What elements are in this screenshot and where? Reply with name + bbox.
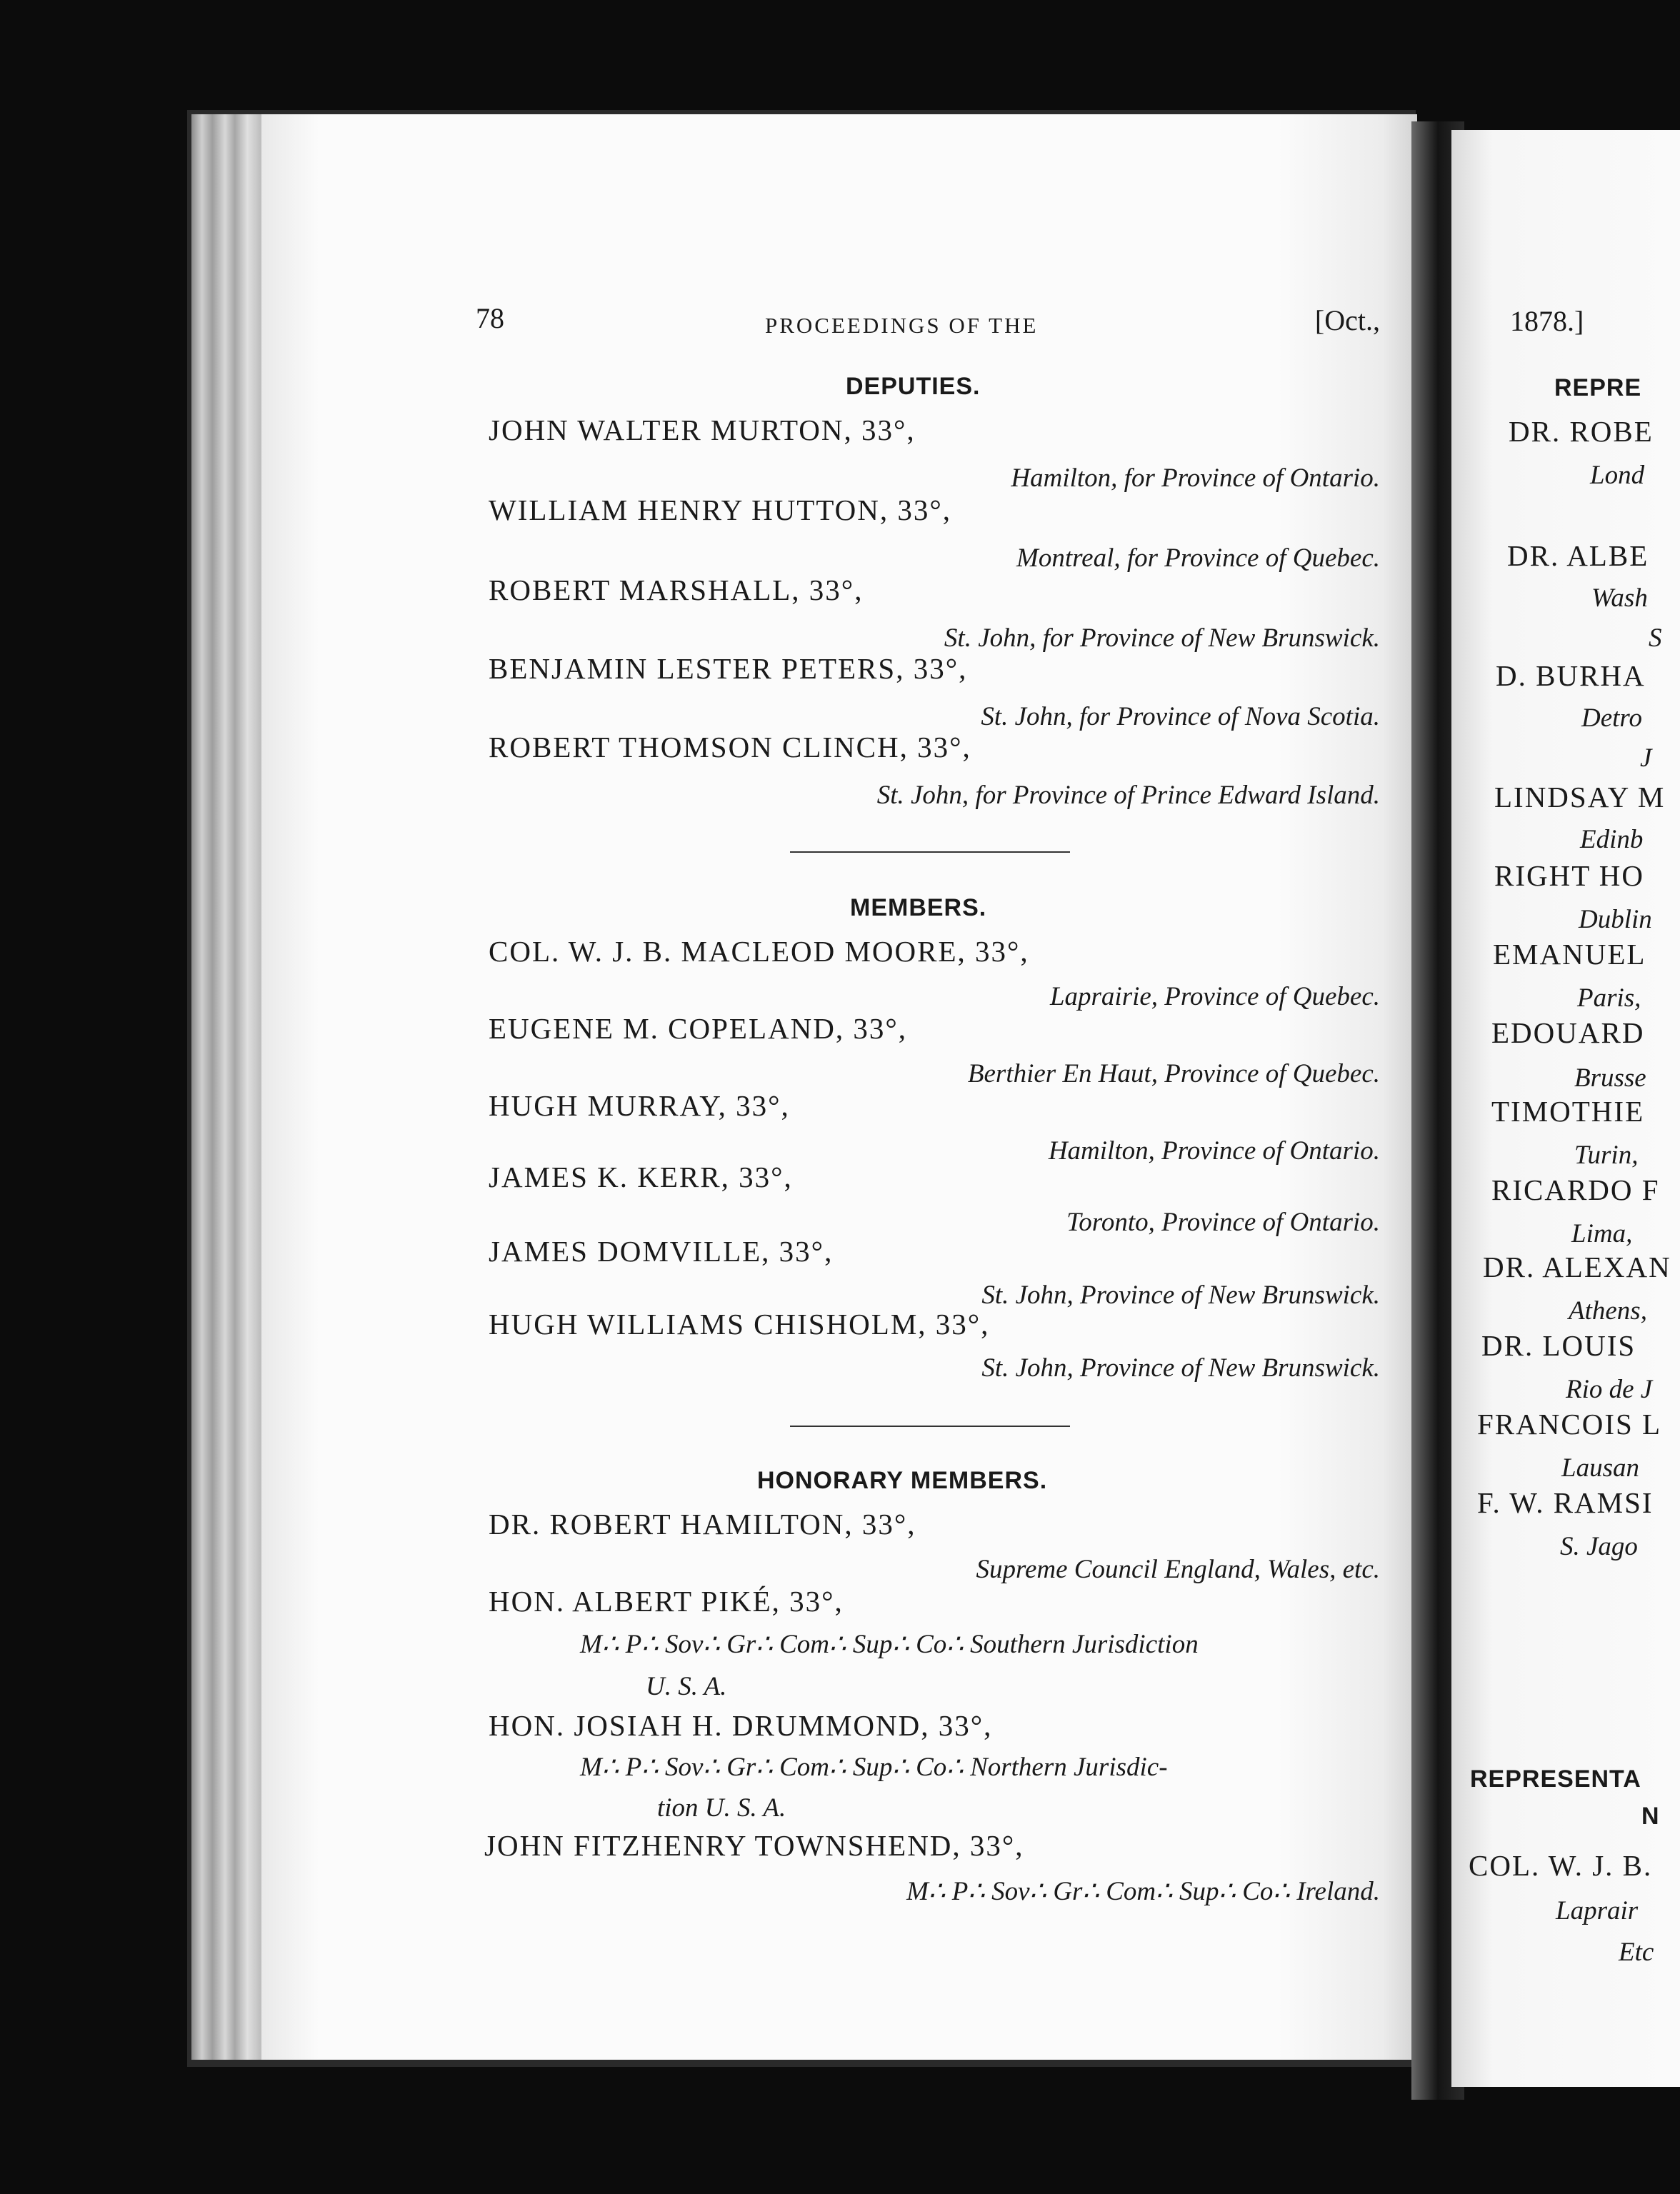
deputy-place: Hamilton, for Province of Ontario. [1011,464,1380,493]
facing-name: RICARDO F [1491,1173,1660,1206]
facing-year: 1878.] [1510,305,1584,337]
facing-place: Detro [1581,703,1642,733]
member-place: Berthier En Haut, Province of Quebec. [967,1059,1380,1088]
facing-place: J [1640,743,1652,773]
facing-name: F. W. RAMSI [1477,1486,1654,1519]
facing-place: Wash [1591,583,1648,613]
facing-place: Brusse [1574,1063,1646,1093]
facing-name: DR. ROBE [1509,415,1654,448]
facing-name: LINDSAY M [1494,781,1666,813]
deputy-name: JOHN WALTER MURTON, 33°, [489,414,916,446]
page-edges [191,114,261,2060]
facing-name: COL. W. J. B. [1469,1849,1653,1882]
facing-place: Athens, [1569,1296,1647,1326]
facing-place: Turin, [1574,1141,1639,1170]
left-page [261,114,1417,2060]
deputy-place: St. John, for Province of Nova Scotia. [981,702,1380,731]
facing-place: Edinb [1580,825,1644,854]
honorary-name: JOHN FITZHENRY TOWNSHEND, 33°, [484,1829,1024,1862]
facing-place: S. Jago [1560,1532,1638,1561]
member-place: St. John, Province of New Brunswick. [981,1353,1380,1383]
member-place: Toronto, Province of Ontario. [1066,1208,1380,1237]
facing-name: TIMOTHIE [1491,1095,1645,1128]
member-name: JAMES DOMVILLE, 33°, [489,1235,834,1268]
deputy-place: St. John, for Province of Prince Edward Island. [876,781,1380,810]
facing-place: Paris, [1577,983,1641,1013]
honorary-name: DR. ROBERT HAMILTON, 33°, [489,1508,916,1541]
member-name: EUGENE M. COPELAND, 33°, [489,1012,907,1045]
member-name: HUGH WILLIAMS CHISHOLM, 33°, [489,1308,990,1341]
deputy-name: ROBERT MARSHALL, 33°, [489,573,864,606]
honorary-name: HON. ALBERT PIKÉ, 33°, [489,1585,844,1618]
facing-heading: N [1641,1803,1660,1830]
member-place: Laprairie, Province of Quebec. [1049,982,1380,1011]
section-divider [790,851,1070,853]
member-name: COL. W. J. B. MACLEOD MOORE, 33°, [489,935,1029,968]
facing-heading: REPRE [1554,374,1642,401]
honorary-title: tion U. S. A. [657,1793,786,1823]
deputy-name: BENJAMIN LESTER PETERS, 33°, [489,652,968,685]
facing-place: Rio de J [1566,1375,1653,1404]
facing-name: EDOUARD [1491,1016,1645,1049]
honorary-title: M∴ P∴ Sov∴ Gr∴ Com∴ Sup∴ Co∴ Ireland. [906,1877,1380,1906]
facing-name: RIGHT HO [1494,859,1644,892]
member-place: St. John, Province of New Brunswick. [981,1281,1380,1310]
deputy-name: WILLIAM HENRY HUTTON, 33°, [489,494,952,526]
section-divider [790,1426,1070,1427]
page-number: 78 [476,302,504,334]
facing-place: Lima, [1571,1219,1633,1248]
member-place: Hamilton, Province of Ontario. [1048,1136,1380,1166]
honorary-title: U. S. A. [646,1672,727,1701]
facing-page [1451,130,1680,2087]
honorary-place: Supreme Council England, Wales, etc. [976,1555,1380,1584]
deputy-place: Montreal, for Province of Quebec. [1016,544,1380,573]
facing-name: DR. ALBE [1507,539,1649,572]
honorary-heading: HONORARY MEMBERS. [757,1467,1048,1494]
facing-heading: REPRESENTA [1470,1765,1641,1793]
member-name: HUGH MURRAY, 33°, [489,1089,790,1122]
facing-name: EMANUEL [1493,938,1646,971]
running-title: PROCEEDINGS OF THE [765,313,1039,338]
deputy-place: St. John, for Province of New Brunswick. [944,623,1380,653]
deputy-name: ROBERT THOMSON CLINCH, 33°, [489,731,971,763]
facing-place: S [1649,623,1662,653]
facing-name: D. BURHA [1496,659,1646,692]
facing-place: Lond [1590,461,1645,490]
facing-name: FRANCOIS L [1477,1408,1662,1441]
facing-place: Etc [1619,1938,1654,1967]
members-heading: MEMBERS. [850,894,987,921]
member-name: JAMES K. KERR, 33°, [489,1161,793,1193]
deputies-heading: DEPUTIES. [846,373,981,400]
facing-place: Laprair [1556,1896,1639,1925]
facing-place: Dublin [1579,905,1652,934]
honorary-title: M∴ P∴ Sov∴ Gr∴ Com∴ Sup∴ Co∴ Southern Jurisdiction [580,1630,1199,1659]
header-date: [Oct., [1314,304,1380,336]
facing-name: DR. ALEXAN [1483,1251,1671,1283]
facing-place: Lausan [1561,1453,1639,1483]
honorary-title: M∴ P∴ Sov∴ Gr∴ Com∴ Sup∴ Co∴ Northern Jurisdic- [580,1753,1168,1782]
facing-name: DR. LOUIS [1481,1329,1636,1362]
honorary-name: HON. JOSIAH H. DRUMMOND, 33°, [489,1709,993,1742]
